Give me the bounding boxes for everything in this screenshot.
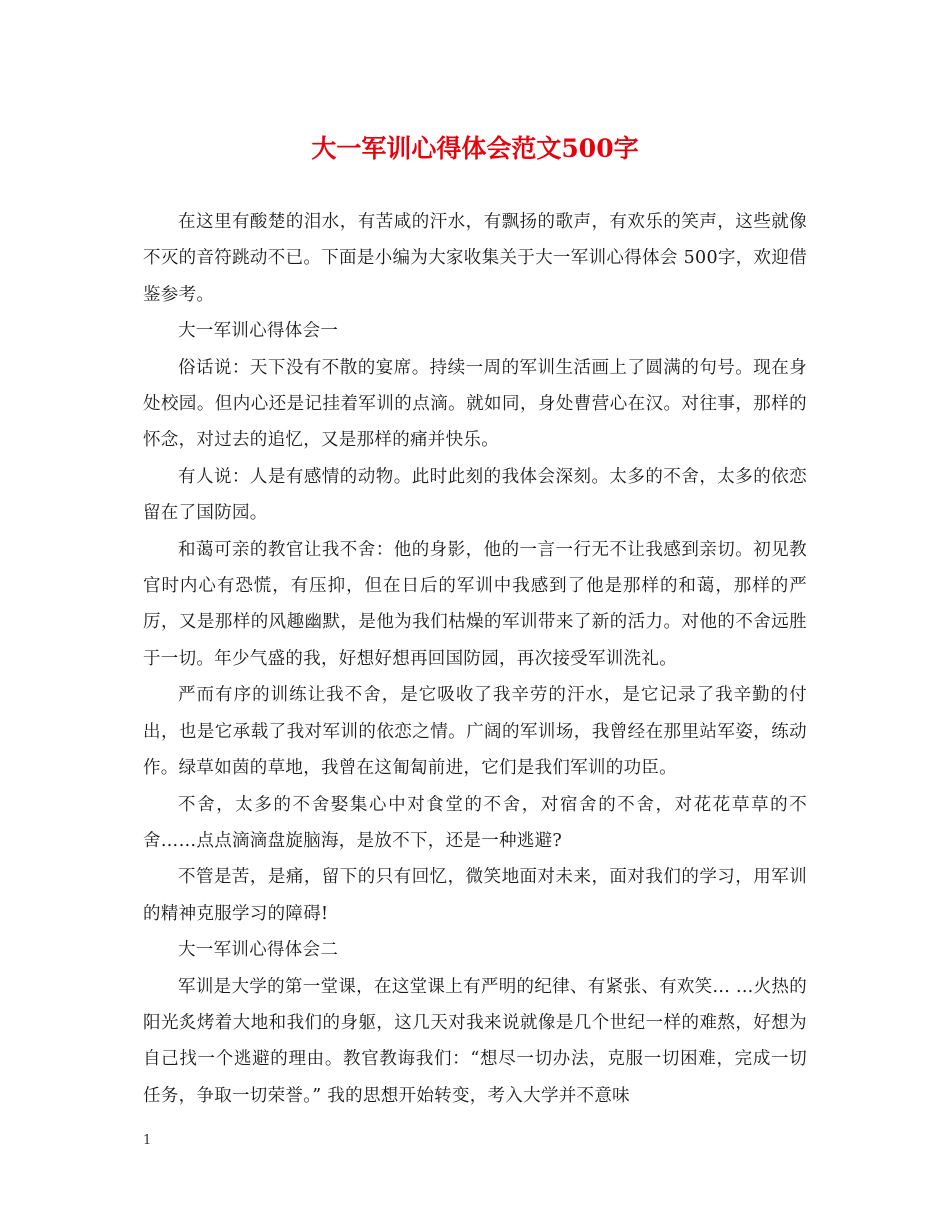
document-title: 大一军训心得体会范文500字 — [311, 134, 639, 163]
page-number: 1 — [143, 1133, 152, 1148]
paragraph: 俗话说：天下没有不散的宴席。持续一周的军训生活画上了圆满的句号。现在身处校园。但内心还是记挂着军训的点滴。就如同，身处曹营心在汉。对往事，那样的怀念，对过去的追忆，又是那样的痛并快乐。 — [143, 357, 807, 451]
paragraph-intro: 在这里有酸楚的泪水，有苦咸的汗水，有飘扬的歌声，有欢乐的笑声，这些就像不灭的音符跳动不已。下面是小编为大家收集关于大一军训心得体会 500字，欢迎借鉴参考。 — [143, 212, 807, 305]
document-body — [143, 204, 807, 1114]
paragraph: 有人说：人是有感情的动物。此时此刻的我体会深刻。太多的不舍，太多的依恋留在了国防园。 — [143, 466, 807, 524]
section-heading-one: 大一军训心得体会一 — [178, 321, 339, 342]
paragraph: 不舍，太多的不舍娶集心中对食堂的不舍，对宿舍的不舍，对花花草草的不舍……点点滴滴盘旋脑海，是放不下，还是一种逃避? — [143, 794, 807, 851]
paragraph: 和蔼可亲的教官让我不舍：他的身影，他的一言一行无不让我感到亲切。初见教官时内心有恐慌，有压抑，但在日后的军训中我感到了他是那样的和蔼，那样的严厉，又是那样的风趣幽默，是他为我们枯燥的军训带来了新的活力。对他的不舍远胜于一切。年少气盛的我，好想好想再回国防园，再次接受军训洗礼。 — [143, 539, 807, 669]
paragraph: 不管是苦，是痛，留下的只有回忆，微笑地面对未来，面对我们的学习，用军训的精神克服学习的障碍! — [143, 867, 807, 924]
section-heading-two: 大一军训心得体会二 — [178, 940, 339, 961]
paragraph: 军训是大学的第一堂课，在这堂课上有严明的纪律、有紧张、有欢笑... ...火热的阳光炙烤着大地和我们的身躯，这几天对我来说就像是几个世纪一样的难熬，好想为自己找一个逃避的理由。教官教诲我们：“想尽一切办法，克服一切困难，完成一切任务，争取一切荣誉。” 我的思想开始转变，考入大学并不意味 — [143, 976, 807, 1106]
paragraph: 严而有序的训练让我不舍，是它吸收了我辛劳的汗水，是它记录了我辛勤的付出，也是它承载了我对军训的依恋之情。广阔的军训场，我曾经在那里站军姿，练动作。绿草如茵的草地，我曾在这匍匐前进，它们是我们军训的功臣。 — [143, 685, 807, 779]
